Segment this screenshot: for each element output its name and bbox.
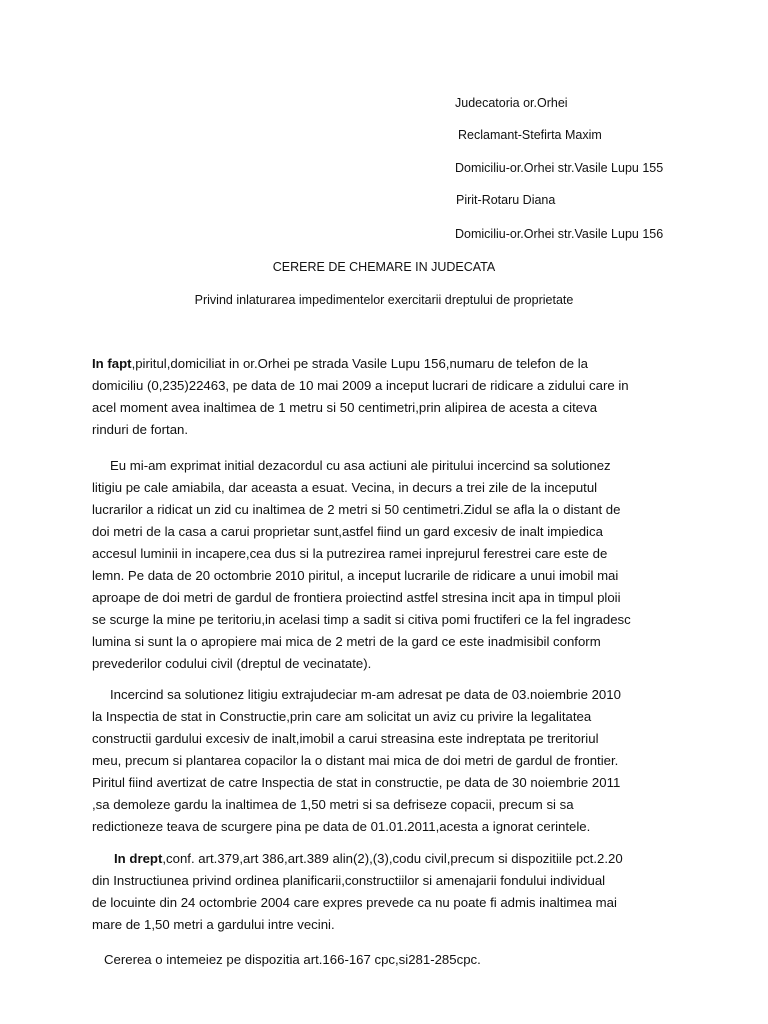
text-line: Piritul fiind avertizat de catre Inspectia de stat in constructie, pe data de 30 noiembrie 2011: [92, 775, 621, 790]
text-line: Incercind sa solutionez litigiu extrajudeciar m-am adresat pe data de 03.noiembrie 2010: [110, 687, 621, 702]
text-line: de locuinte din 24 octombrie 2004 care expres prevede ca nu poate fi admis inaltimea mai: [92, 895, 617, 910]
plaintiff-address: Domiciliu-or.Orhei str.Vasile Lupu 155: [455, 161, 664, 175]
text-line: Eu mi-am exprimat initial dezacordul cu asa actiuni ale piritului incercind sa solutionez: [110, 458, 611, 473]
paragraph-dispute: [92, 455, 692, 675]
text-line: acel moment avea inaltimea de 1 metru si 50 centimetri,prin alipirea de acesta a citeva: [92, 400, 598, 415]
defendant-address: Domiciliu-or.Orhei str.Vasile Lupu 156: [455, 227, 664, 241]
text-line: din Instructiunea privind ordinea planificarii,constructiilor si amenajarii fondului individual: [92, 873, 606, 888]
document-title: CERERE DE CHEMARE IN JUDECATA: [272, 260, 496, 274]
text-line: aproape de doi metri de gardul de frontiera proiectind astfel stresina incit apa in timpul ploii: [92, 590, 621, 605]
text-line: lemn. Pe data de 20 octombrie 2010 piritul, a inceput lucrarile de ridicare a unui imobil mai: [92, 568, 619, 583]
text-line: rinduri de fortan.: [92, 422, 189, 437]
law-lead: In drept: [114, 851, 163, 866]
paragraph-basis: [104, 949, 704, 971]
text-line: mare de 1,50 metri a gardului intre vecini.: [92, 917, 335, 932]
text-line: [92, 848, 692, 870]
text-line: meu, precum si plantarea copacilor la o distant mai mica de doi metri de gardul de frontier.: [92, 753, 619, 768]
text-line-content: ,piritul,domiciliat in or.Orhei pe strada Vasile Lupu 156,numaru de telefon de la: [131, 356, 589, 371]
text-line: lucrarilor a ridicat un zid cu inaltimea de 2 metri si 50 centimetri.Zidul se afla la o distant de: [92, 502, 621, 517]
text-line: litigiu pe cale amiabila, dar aceasta a esuat. Vecina, in decurs a trei zile de la inceputul: [92, 480, 598, 495]
text-line: [92, 353, 692, 375]
text-line: doi metri de la casa a carui proprietar sunt,astfel fiind un gard excesiv de inalt impiedica: [92, 524, 603, 539]
text-line: ,sa demoleze gardu la inaltimea de 1,50 metri si sa defriseze copacii, precum si sa: [92, 797, 574, 812]
text-line-content: ,conf. art.379,art 386,art.389 alin(2),(3),codu civil,precum si dispozitiile pct.2.20: [162, 851, 623, 866]
document-subtitle: Privind inlaturarea impedimentelor exercitarii dreptului de proprietate: [194, 293, 574, 307]
text-line: redictioneze teava de scurgere pina pe data de 01.01.2011,acesta a ignorat cerintele.: [92, 819, 591, 834]
paragraph-inspection: [92, 684, 692, 838]
text-line: la Inspectia de stat in Constructie,prin care am solicitat un aviz cu privire la legalitatea: [92, 709, 592, 724]
paragraph-law: [92, 848, 692, 936]
text-line: prevederilor codului civil (dreptul de vecinatate).: [92, 656, 372, 671]
text-line: lumina si sunt la o apropiere mai mica de 2 metri de la gard ce este inadmisibil conform: [92, 634, 601, 649]
text-line: Cererea o intemeiez pe dispozitia art.166-167 cpc,si281-285cpc.: [104, 952, 481, 967]
court-name: Judecatoria or.Orhei: [455, 96, 568, 110]
text-line: domiciliu (0,235)22463, pe data de 10 mai 2009 a inceput lucrari de ridicare a zidului care in: [92, 378, 629, 393]
text-line: se scurge la mine pe teritoriu,in acelasi timp a sadit si citiva pomi fructiferi ce la fel ingradesc: [92, 612, 631, 627]
text-line: constructii gardului excesiv de inalt,imobil a carui streasina este indreptata pe treritoriul: [92, 731, 599, 746]
plaintiff-name: Reclamant-Stefirta Maxim: [458, 128, 602, 142]
paragraph-facts: [92, 353, 692, 441]
defendant-name: Pirit-Rotaru Diana: [456, 193, 556, 207]
facts-lead: In fapt: [92, 356, 132, 371]
text-line: accesul luminii in incapere,cea dus si la putrezirea ramei inprejurul ferestrei care este de: [92, 546, 608, 561]
